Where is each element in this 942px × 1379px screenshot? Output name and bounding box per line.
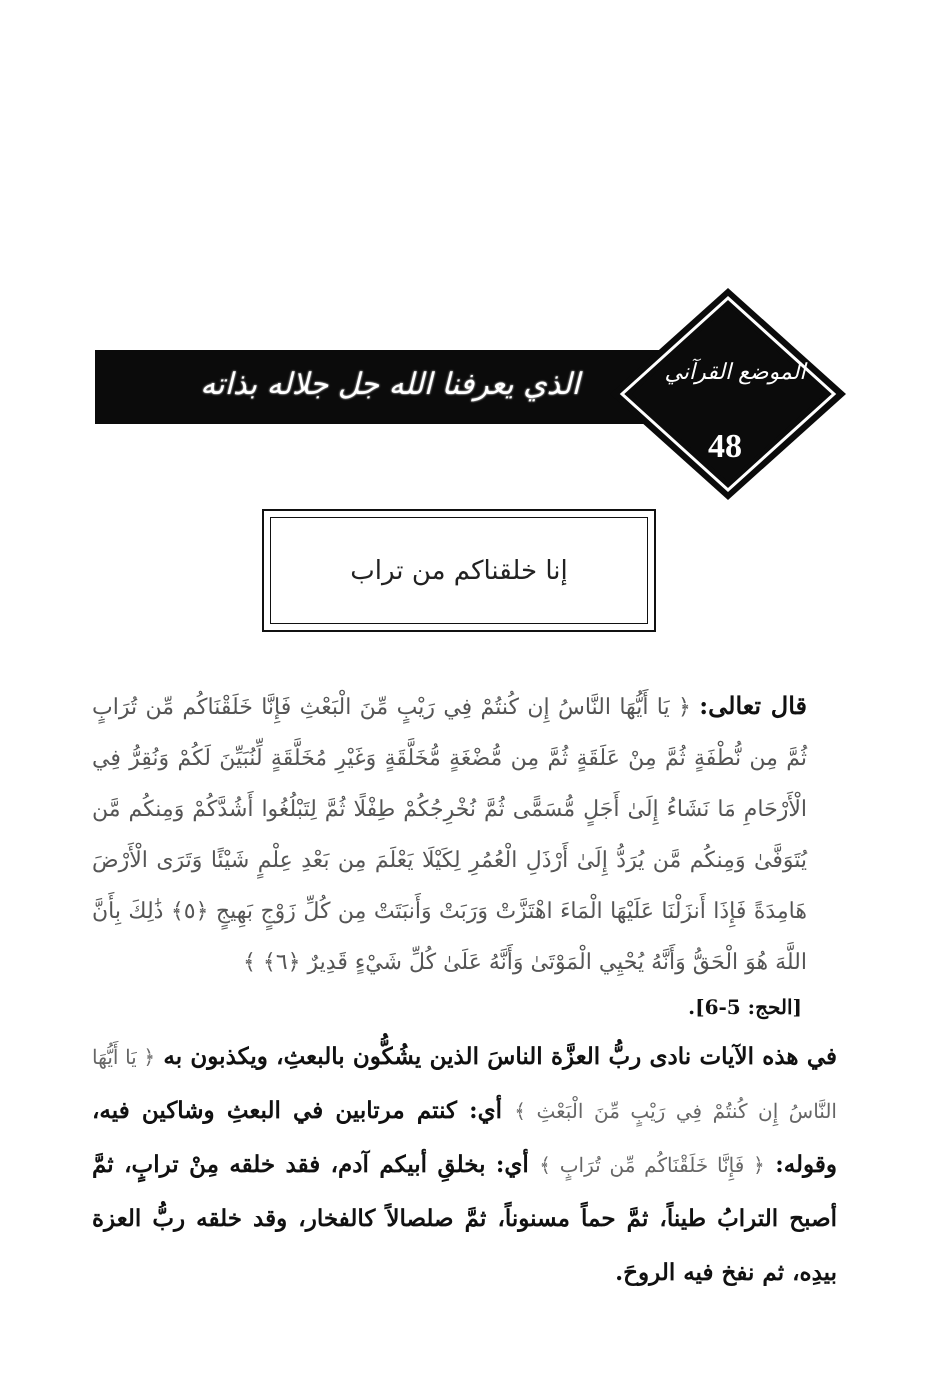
badge-number: 48	[708, 428, 742, 465]
chapter-badge	[610, 288, 846, 500]
paragraph-verse-1: ﴿ يَا أَيُّهَا النَّاسُ إِن كُنتُمْ فِي رَيْبٍ مِّنَ الْبَعْثِ ﴾	[92, 1045, 837, 1123]
quote-verse: ﴿ يَا أَيُّهَا النَّاسُ إِن كُنتُمْ فِي رَيْبٍ مِّنَ الْبَعْثِ فَإِنَّا خَلَقْنَاكُم مِّن تُرَابٍ ثُمَّ مِن نُّطْفَةٍ ثُمَّ مِنْ عَلَقَةٍ ثُمَّ مِن مُّضْغَةٍ مُّخَلَّقَةٍ وَغَيْرِ مُخَلَّقَةٍ لِّنُبَيِّنَ لَكُمْ وَنُقِرُّ فِي الْأَرْحَامِ مَا نَشَاءُ إِلَىٰ أَجَلٍ مُّسَمًّى ثُمَّ نُخْرِجُكُمْ طِفْلًا ثُمَّ لِتَبْلُغُوا أَشُدَّكُمْ وَمِنكُم مَّن يُتَوَفَّىٰ وَمِنكُم مَّن يُرَدُّ إِلَىٰ أَرْذَلِ الْعُمُرِ لِكَيْلَا يَعْلَمَ مِن بَعْدِ عِلْمٍ شَيْئًا وَتَرَى الْأَرْضَ هَامِدَةً فَإِذَا أَنزَلْنَا عَلَيْهَا الْمَاءَ اهْتَزَّتْ وَرَبَتْ وَأَنبَتَتْ مِن كُلِّ زَوْجٍ بَهِيجٍ ﴿٥﴾ ذَٰلِكَ بِأَنَّ اللَّهَ هُوَ الْحَقُّ وَأَنَّهُ يُحْيِي الْمَوْتَىٰ وَأَنَّهُ عَلَىٰ كُلِّ شَيْءٍ قَدِيرٌ ﴿٦﴾ ﴾	[92, 695, 807, 975]
heading-box-title: إنا خلقناكم من تراب	[350, 555, 568, 586]
badge-label: الموضع القرآني	[664, 360, 806, 385]
heading-box	[270, 517, 648, 624]
explanation-paragraph	[92, 1030, 837, 1300]
paragraph-text-3: أي: بخلقِ أبيكم آدم، فقد خلقه مِنْ ترابٍ، ثمَّ أصبح الترابُ طيناً، ثمَّ حماً مسنوناً، ثمَّ صلصالاً كالفخار، وقد خلقه ربُّ العزة بيدِه، ثم نفخ فيه الروحَ.	[92, 1151, 837, 1286]
verse-reference: [الحج: 5-6].	[688, 995, 802, 1019]
diamond-badge-shape	[610, 288, 846, 500]
paragraph-text-1: في هذه الآيات نادى ربُّ العزَّة الناسَ الذين يشُكُّون بالبعثِ، ويكذبون به	[163, 1043, 838, 1070]
quote-lead: قال تعالى:	[699, 691, 808, 720]
paragraph-verse-2: ﴿ فَإِنَّا خَلَقْنَاكُم مِّن تُرَابٍ ﴾	[539, 1153, 765, 1177]
paragraph-text-2: أي: كنتم مرتابين في البعثِ وشاكين فيه، وقوله:	[92, 1097, 838, 1178]
quran-quote	[92, 680, 807, 988]
chapter-title: الذي يعرفنا الله جل جلاله بذاته	[200, 367, 580, 402]
